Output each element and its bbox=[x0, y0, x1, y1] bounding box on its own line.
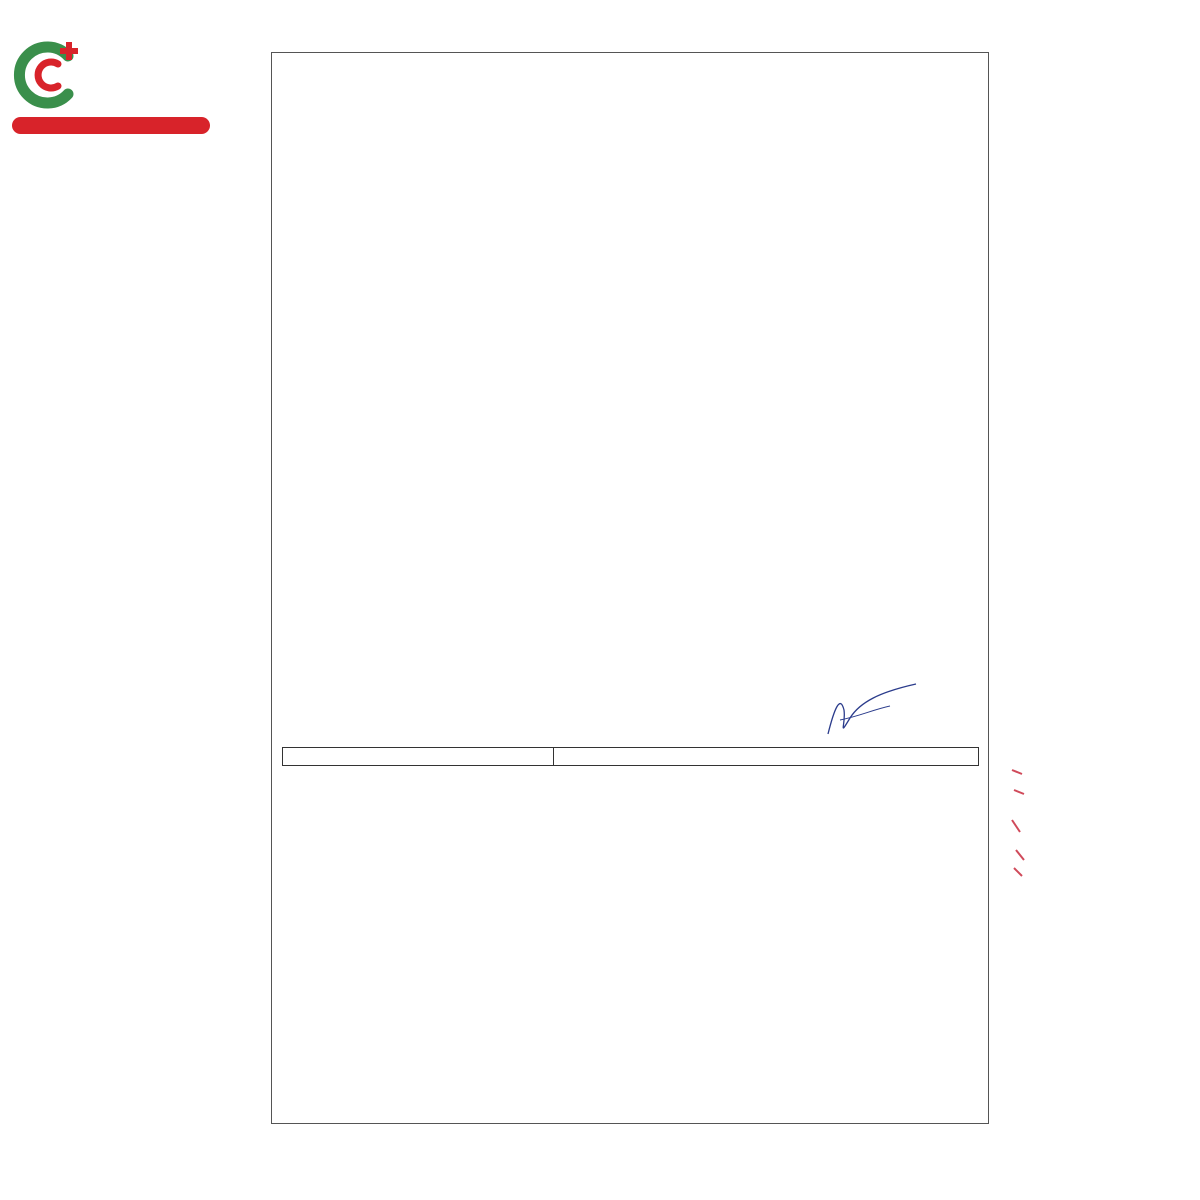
pharmacy-cross-logo-icon bbox=[12, 38, 90, 112]
signature-mark bbox=[820, 680, 930, 744]
dosage-table bbox=[282, 747, 979, 766]
document-body bbox=[281, 61, 979, 64]
table-header-row bbox=[283, 748, 979, 766]
logo-badge bbox=[12, 117, 210, 134]
header-indication bbox=[283, 748, 554, 766]
red-stamp-edge bbox=[1008, 760, 1028, 880]
central-pharmacy-logo bbox=[10, 38, 215, 136]
document-page bbox=[271, 52, 989, 1124]
header-initial-dose bbox=[554, 748, 979, 766]
